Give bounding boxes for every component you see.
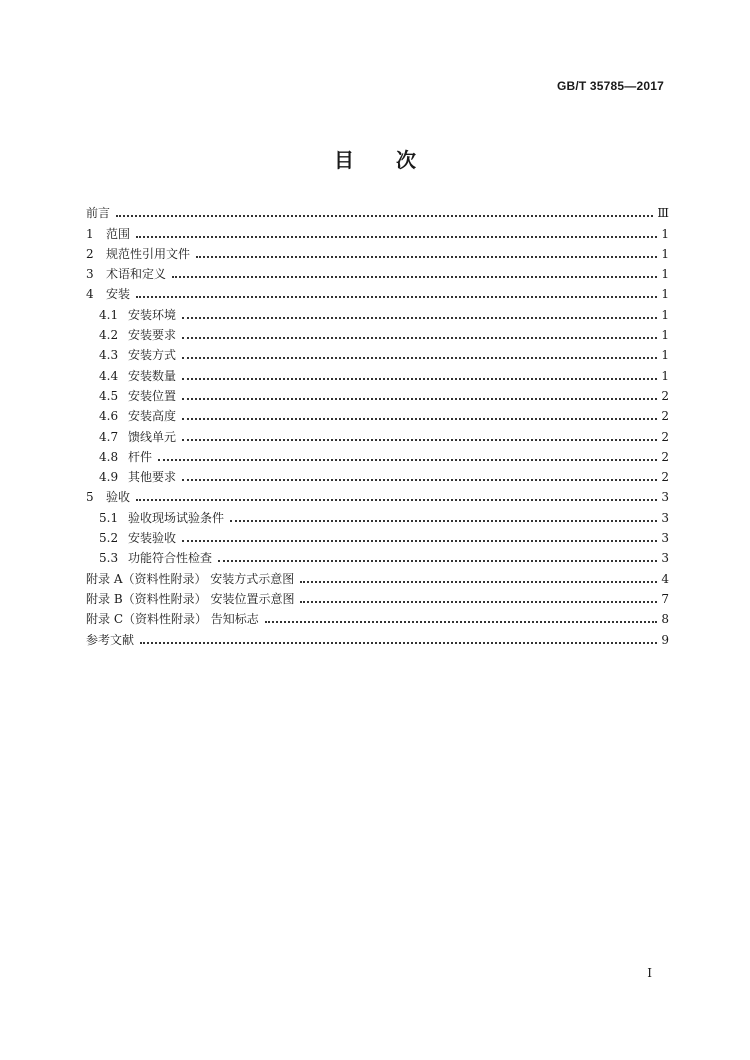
toc-dot-leader [300,581,657,583]
toc-entry-title: 馈线单元 [128,429,177,444]
table-of-contents [86,203,669,650]
toc-entry-page: 1 [661,287,669,302]
toc-entry-title: 参考文献 [86,632,135,647]
toc-entry-title: 范围 [106,226,131,241]
toc-dot-leader [182,398,657,400]
toc-dot-leader [218,560,657,562]
toc-entry[interactable] [86,304,669,324]
toc-entry-title: 安装高度 [128,409,177,424]
toc-dot-leader [300,601,657,603]
toc-entry-page: 4 [661,571,669,586]
toc-entry[interactable] [86,609,669,629]
toc-entry[interactable] [86,528,669,548]
toc-entry-number: 4.3 [99,348,119,363]
toc-entry-title: 附录 C（资料性附录） 告知标志 [86,612,259,627]
toc-entry-number: 4.8 [99,449,119,464]
toc-entry-page: 1 [661,246,669,261]
toc-dot-leader [116,215,653,217]
toc-entry-number: 4.2 [99,328,119,343]
toc-dot-leader [182,479,657,481]
toc-entry-title: 安装环境 [128,307,177,322]
toc-entry[interactable] [86,284,669,304]
toc-dot-leader [182,337,657,339]
toc-dot-leader [182,378,657,380]
toc-entry-page: 1 [661,226,669,241]
toc-entry-page: 1 [661,328,669,343]
toc-entry-number: 5.1 [99,510,119,525]
toc-entry-page: 1 [661,368,669,383]
toc-entry-number: 4.9 [99,470,119,485]
toc-entry-page: 3 [661,551,669,566]
toc-dot-leader [172,276,657,278]
toc-entry-number: 4.5 [99,388,119,403]
toc-entry-number: 5.2 [99,531,119,546]
toc-dot-leader [136,236,657,238]
toc-entry-title: 其他要求 [128,470,177,485]
toc-dot-leader [182,317,657,319]
toc-entry-page: 2 [661,449,669,464]
toc-entry-page: 2 [661,429,669,444]
toc-entry-number: 4.1 [99,307,119,322]
toc-entry-title: 附录 A（资料性附录） 安装方式示意图 [86,571,295,586]
toc-entry-title: 术语和定义 [106,267,167,282]
toc-entry-title: 安装数量 [128,368,177,383]
toc-entry[interactable] [86,386,669,406]
standard-code: GB/T 35785—2017 [556,79,664,93]
toc-dot-leader [265,621,657,623]
toc-entry[interactable] [86,589,669,609]
toc-dot-leader [182,540,657,542]
toc-entry-page: Ⅲ [657,206,669,221]
toc-entry[interactable] [86,426,669,446]
toc-entry-number: 5 [86,490,94,505]
toc-entry-page: 9 [661,632,669,647]
toc-entry-title: 附录 B（资料性附录） 安装位置示意图 [86,591,295,606]
toc-entry-number: 3 [86,267,94,282]
toc-entry-title: 安装方式 [128,348,177,363]
toc-entry-number: 4.7 [99,429,119,444]
toc-entry-title: 安装验收 [128,531,177,546]
toc-entry-page: 3 [661,490,669,505]
toc-entry-title: 安装 [106,287,131,302]
toc-entry-page: 1 [661,348,669,363]
toc-entry[interactable] [86,325,669,345]
toc-entry[interactable] [86,223,669,243]
page-title-char-1: 目 [334,148,354,172]
toc-entry-page: 7 [661,591,669,606]
toc-entry[interactable] [86,244,669,264]
toc-entry-page: 1 [661,267,669,282]
toc-entry-title: 杆件 [128,449,153,464]
toc-dot-leader [136,296,657,298]
toc-dot-leader [182,357,657,359]
toc-entry-page: 2 [661,388,669,403]
toc-entry-title: 安装要求 [128,328,177,343]
toc-entry-page: 2 [661,470,669,485]
toc-entry[interactable] [86,568,669,588]
toc-entry[interactable] [86,548,669,568]
toc-entry[interactable] [86,507,669,527]
toc-entry[interactable] [86,487,669,507]
toc-entry-title: 前言 [86,206,111,221]
toc-entry[interactable] [86,345,669,365]
toc-entry-number: 5.3 [99,551,119,566]
toc-entry[interactable] [86,203,669,223]
toc-entry[interactable] [86,629,669,649]
toc-dot-leader [136,499,657,501]
toc-entry[interactable] [86,467,669,487]
toc-entry[interactable] [86,365,669,385]
toc-entry-page: 3 [661,510,669,525]
toc-entry-page: 3 [661,531,669,546]
toc-entry-title: 验收现场试验条件 [128,510,225,525]
toc-entry-number: 4.6 [99,409,119,424]
toc-entry-title: 安装位置 [128,388,177,403]
toc-entry[interactable] [86,406,669,426]
toc-dot-leader [140,642,657,644]
page-folio: I [647,966,652,980]
toc-dot-leader [230,520,657,522]
toc-dot-leader [196,256,657,258]
toc-entry-number: 4.4 [99,368,119,383]
toc-entry-number: 2 [86,246,94,261]
page-title-char-2: 次 [396,148,416,172]
toc-entry-page: 1 [661,307,669,322]
toc-entry-number: 1 [86,226,94,241]
toc-entry[interactable] [86,264,669,284]
toc-entry-title: 验收 [106,490,131,505]
toc-entry[interactable] [86,447,669,467]
toc-dot-leader [182,418,657,420]
toc-entry-title: 规范性引用文件 [106,246,191,261]
page-title [0,144,750,173]
toc-entry-number: 4 [86,287,94,302]
toc-dot-leader [158,459,657,461]
toc-dot-leader [182,439,657,441]
toc-entry-page: 2 [661,409,669,424]
toc-entry-page: 8 [661,612,669,627]
toc-entry-title: 功能符合性检查 [128,551,213,566]
